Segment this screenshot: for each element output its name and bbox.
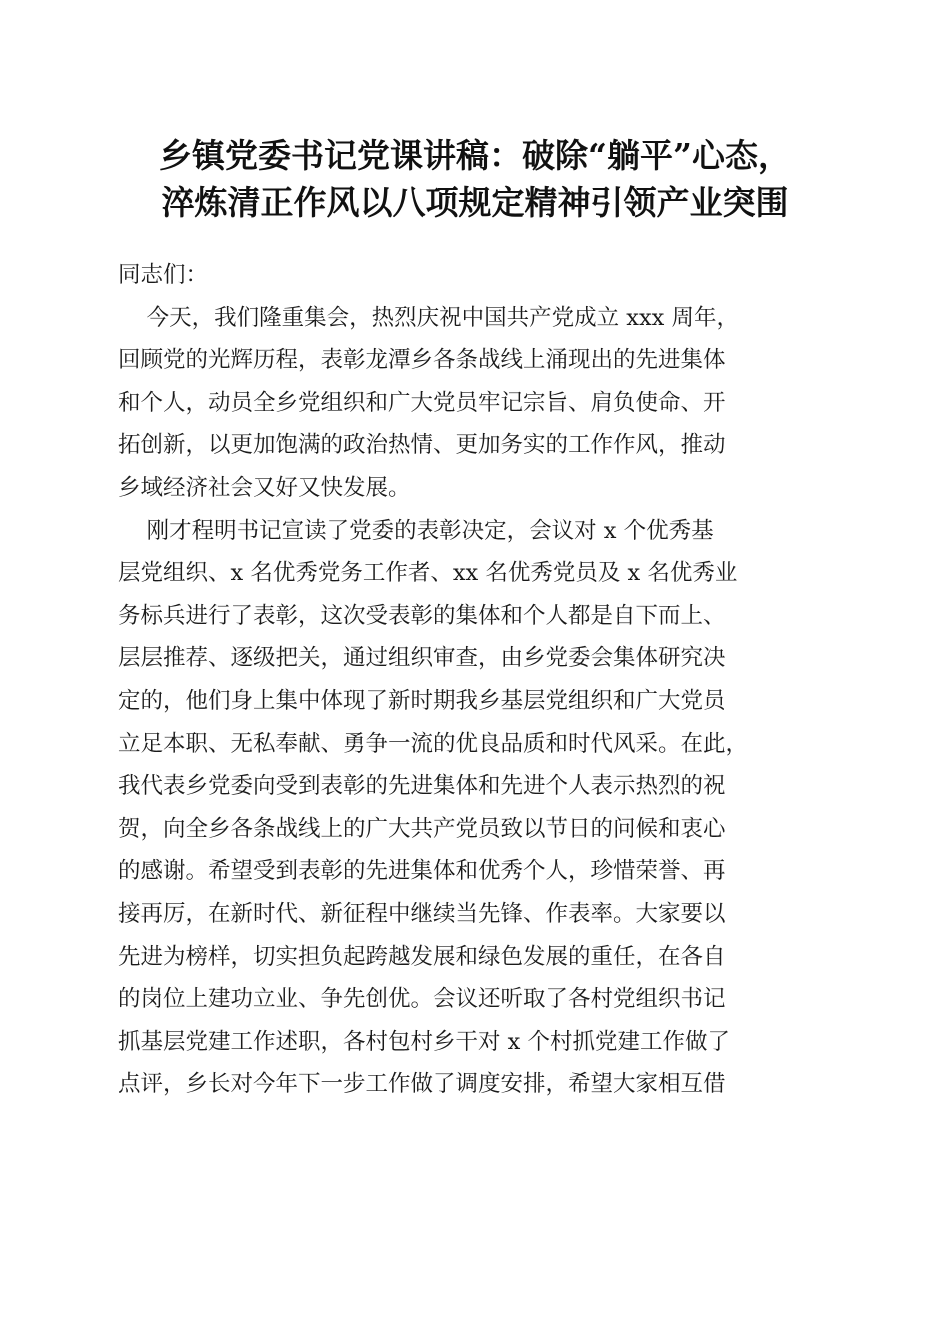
paragraph-line: 今天，我们隆重集会，热烈庆祝中国共产党成立 xxx 周年， (118, 304, 739, 331)
paragraph-line: 接再厉，在新时代、新征程中继续当先锋、作表率。大家要以 (118, 900, 726, 927)
title-line: 乡镇党委书记党课讲稿：破除“躺平”心态， (159, 136, 791, 175)
paragraph-line: 层党组织、x 名优秀党务工作者、xx 名优秀党员及 x 名优秀业 (118, 560, 738, 587)
paragraph-line: 我代表乡党委向受到表彰的先进集体和先进个人表示热烈的祝 (118, 773, 726, 800)
paragraph-line: 点评，乡长对今年下一步工作做了调度安排，希望大家相互借 (118, 1071, 726, 1098)
paragraph-line: 刚才程明书记宣读了党委的表彰决定，会议对 x 个优秀基 (118, 517, 714, 544)
paragraph-line: 立足本职、无私奉献、勇争一流的优良品质和时代风采。在此， (118, 730, 749, 757)
document-body (118, 254, 838, 1106)
paragraph-line: 抓基层党建工作述职，各村包村乡干对 x 个村抓党建工作做了 (118, 1028, 730, 1055)
paragraph-line: 拓创新，以更加饱满的政治热情、更加务实的工作作风，推动 (118, 432, 726, 459)
salutation: 同志们： (118, 262, 209, 288)
paragraph-line: 回顾党的光辉历程，表彰龙潭乡各条战线上涌现出的先进集体 (118, 347, 726, 374)
paragraph-line: 贺，向全乡各条战线上的广大共产党员致以节日的问候和衷心 (118, 815, 726, 842)
paragraph-line: 务标兵进行了表彰，这次受表彰的集体和个人都是自下而上、 (118, 602, 726, 629)
paragraph-line: 的感谢。希望受到表彰的先进集体和优秀个人，珍惜荣誉、再 (118, 858, 726, 885)
paragraph-line: 的岗位上建功立业、争先创优。会议还听取了各村党组织书记 (118, 986, 726, 1013)
title-line: 淬炼清正作风以八项规定精神引领产业突围 (161, 183, 789, 222)
paragraph-line: 层层推荐、逐级把关，通过组织审查，由乡党委会集体研究决 (118, 645, 726, 672)
paragraph-line: 和个人，动员全乡党组织和广大党员牢记宗旨、肩负使命、开 (118, 389, 726, 416)
document-title (60, 132, 890, 226)
paragraph-line: 定的，他们身上集中体现了新时期我乡基层党组织和广大党员 (118, 687, 726, 714)
paragraph-line: 先进为榜样，切实担负起跨越发展和绿色发展的重任，在各自 (118, 943, 726, 970)
paragraph-line: 乡域经济社会又好又快发展。 (118, 474, 411, 501)
